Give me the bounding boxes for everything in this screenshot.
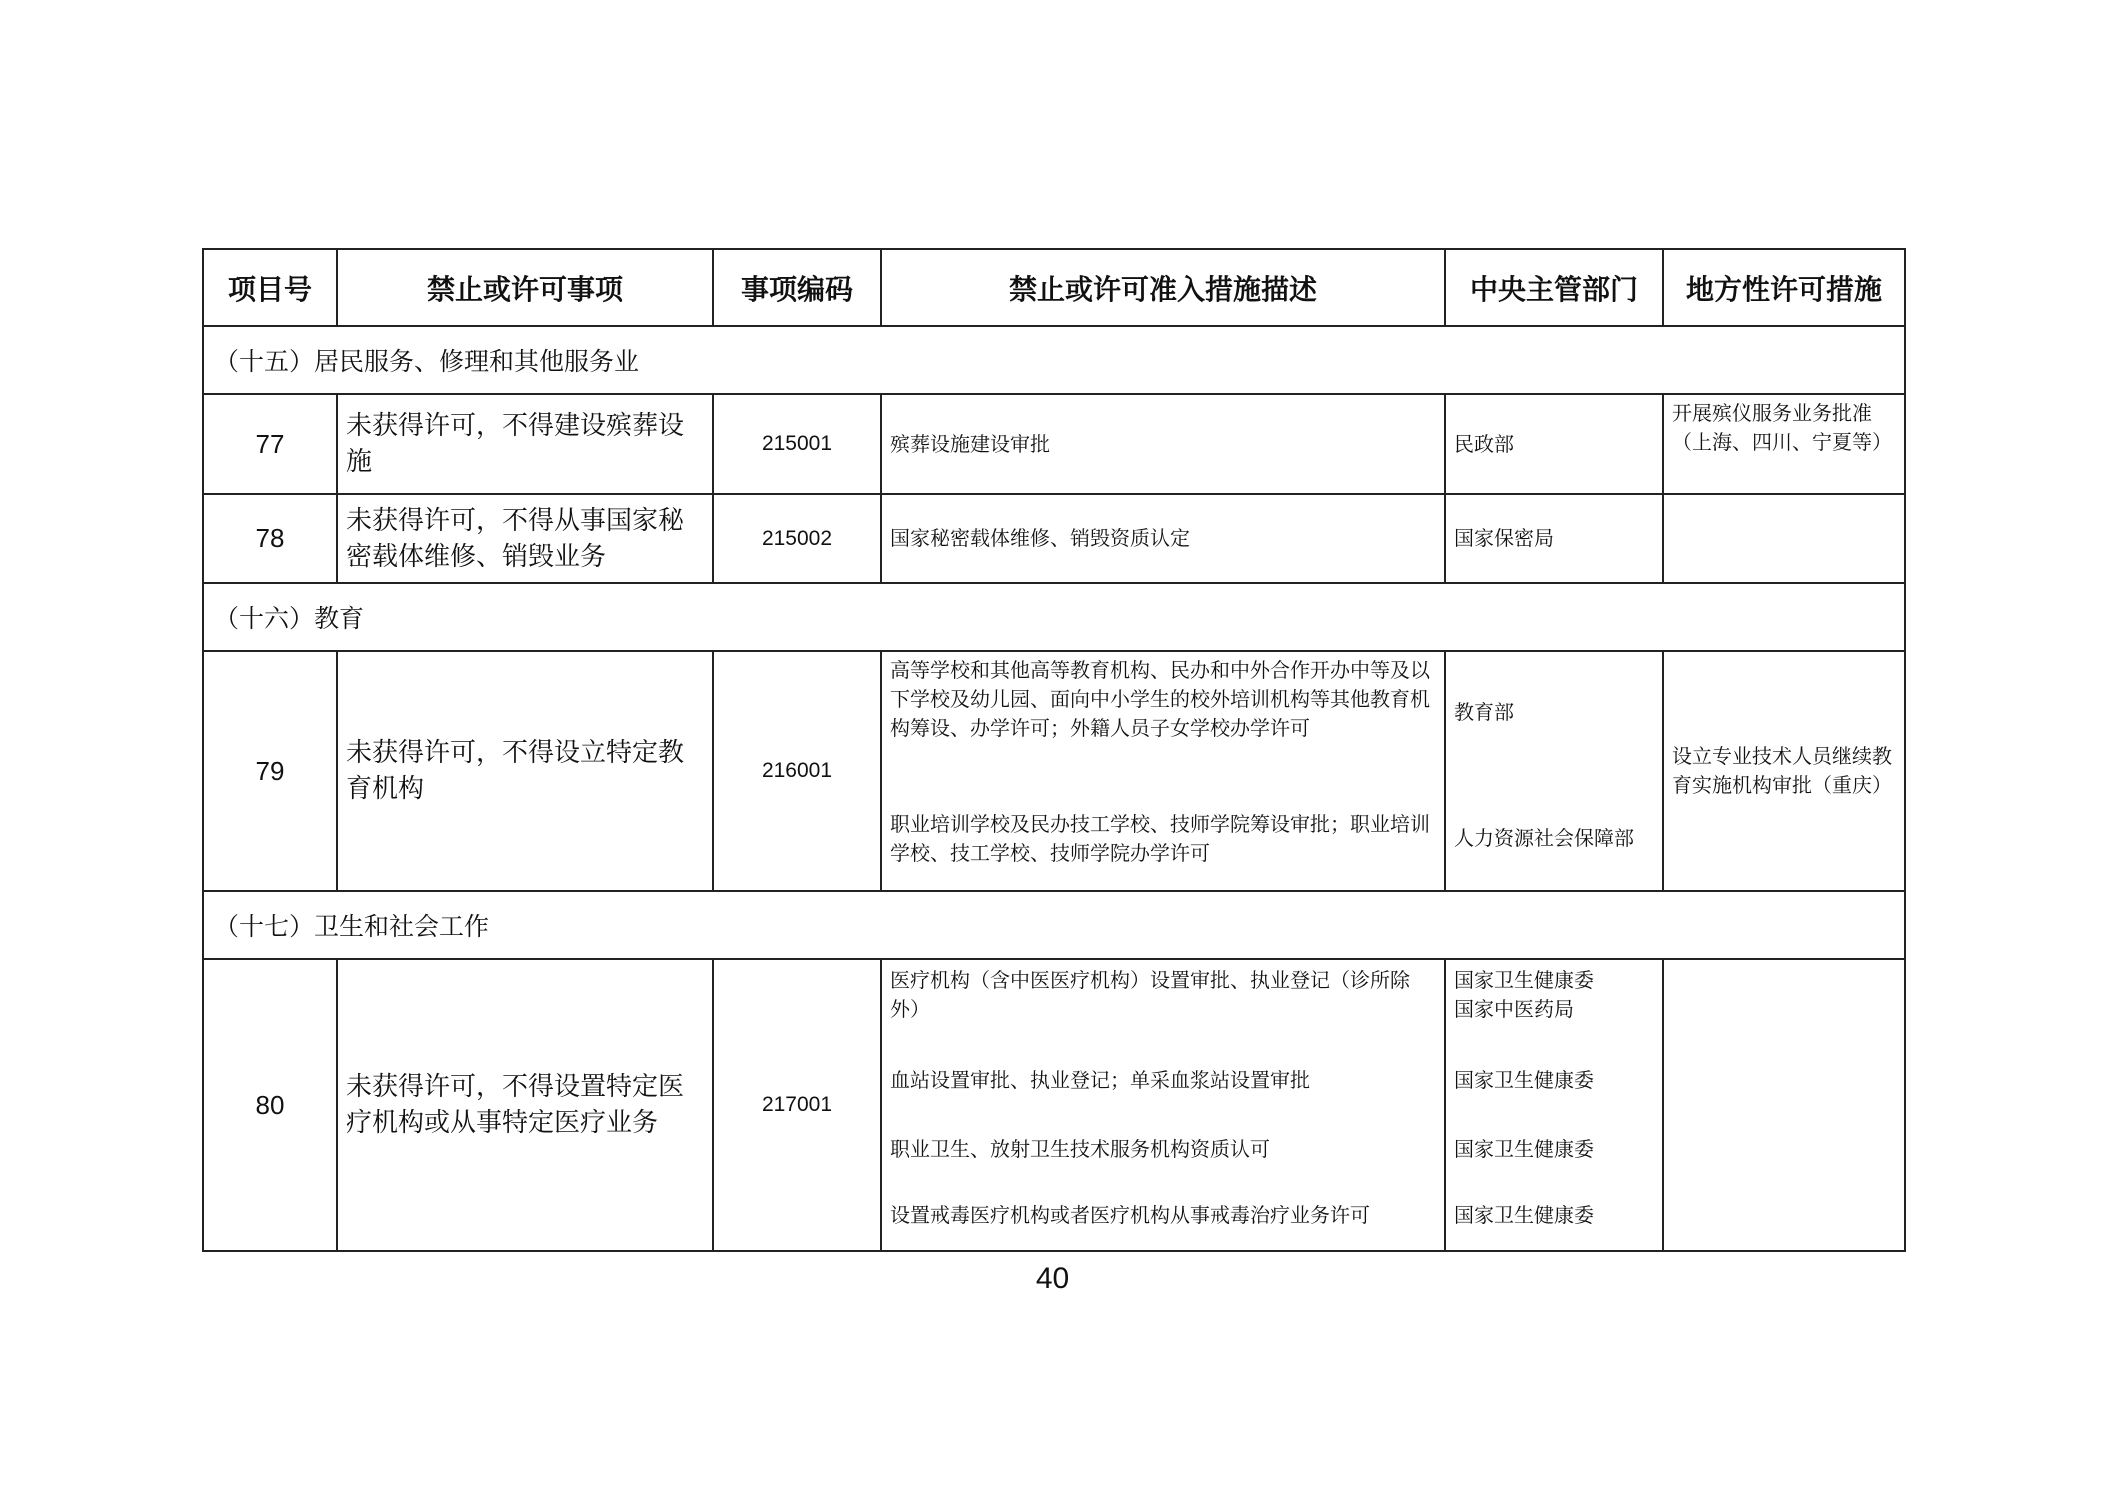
page-number: 40 [1035,1262,1070,1295]
section-row [203,891,1905,959]
item-number: 78 [203,494,337,583]
item-description: 国家秘密载体维修、销毁资质认定 [881,494,1445,583]
section-row [203,583,1905,651]
item-department: 民政部 [1445,394,1663,494]
item-number: 80 [203,959,337,1251]
item-description-cell [881,959,1445,1251]
item-code: 217001 [713,959,881,1251]
table-row [203,494,1905,583]
item-description: 高等学校和其他高等教育机构、民办和中外合作开办中等及以下学校及幼儿园、面向中小学生的校外培训机构等其他教育机构筹设、办学许可；外籍人员子女学校办学许可 [890,658,1430,740]
item-description: 医疗机构（含中医医疗机构）设置审批、执业登记（诊所除外） [890,968,1410,1021]
item-department: 国家中医药局 [1454,997,1574,1021]
item-number: 79 [203,651,337,891]
item-local-measure [1663,494,1905,583]
item-department: 人力资源社会保障部 [1454,826,1634,850]
section-title: （十七）卫生和社会工作 [203,891,1905,959]
item-description: 设置戒毒医疗机构或者医疗机构从事戒毒治疗业务许可 [890,1203,1370,1227]
table-row [203,394,1905,494]
item-text: 未获得许可，不得从事国家秘密载体维修、销毁业务 [337,494,713,583]
item-description: 职业培训学校及民办技工学校、技师学院筹设审批；职业培训学校、技工学校、技师学院办学许可 [890,812,1430,865]
header-item-number: 项目号 [203,249,337,326]
header-description: 禁止或许可准入措施描述 [881,249,1445,326]
item-department-cell [1445,651,1663,891]
item-department: 国家保密局 [1445,494,1663,583]
table-row [203,651,1905,891]
item-local-measure: 开展殡仪服务业务批准（上海、四川、宁夏等） [1663,394,1905,494]
item-department: 国家卫生健康委 [1454,1137,1594,1161]
item-department: 国家卫生健康委 [1454,1068,1594,1092]
item-code: 215001 [713,394,881,494]
item-department: 国家卫生健康委 [1454,968,1594,992]
item-number: 77 [203,394,337,494]
item-code: 215002 [713,494,881,583]
header-code: 事项编码 [713,249,881,326]
permit-table [202,248,1906,1252]
header-local-measure: 地方性许可措施 [1663,249,1905,326]
item-code: 216001 [713,651,881,891]
item-local-measure: 设立专业技术人员继续教育实施机构审批（重庆） [1663,651,1905,891]
item-department-cell [1445,959,1663,1251]
item-department: 教育部 [1454,700,1514,724]
header-item: 禁止或许可事项 [337,249,713,326]
item-text: 未获得许可，不得建设殡葬设施 [337,394,713,494]
table-row [203,959,1905,1251]
item-text: 未获得许可，不得设置特定医疗机构或从事特定医疗业务 [337,959,713,1251]
header-row [203,249,1905,326]
section-row [203,326,1905,394]
section-title: （十五）居民服务、修理和其他服务业 [203,326,1905,394]
item-local-measure [1663,959,1905,1251]
header-central-department: 中央主管部门 [1445,249,1663,326]
section-title: （十六）教育 [203,583,1905,651]
item-description: 血站设置审批、执业登记；单采血浆站设置审批 [890,1068,1310,1092]
item-department: 国家卫生健康委 [1454,1203,1594,1227]
item-description: 殡葬设施建设审批 [881,394,1445,494]
item-description-cell [881,651,1445,891]
item-text: 未获得许可，不得设立特定教育机构 [337,651,713,891]
item-description: 职业卫生、放射卫生技术服务机构资质认可 [890,1137,1270,1161]
